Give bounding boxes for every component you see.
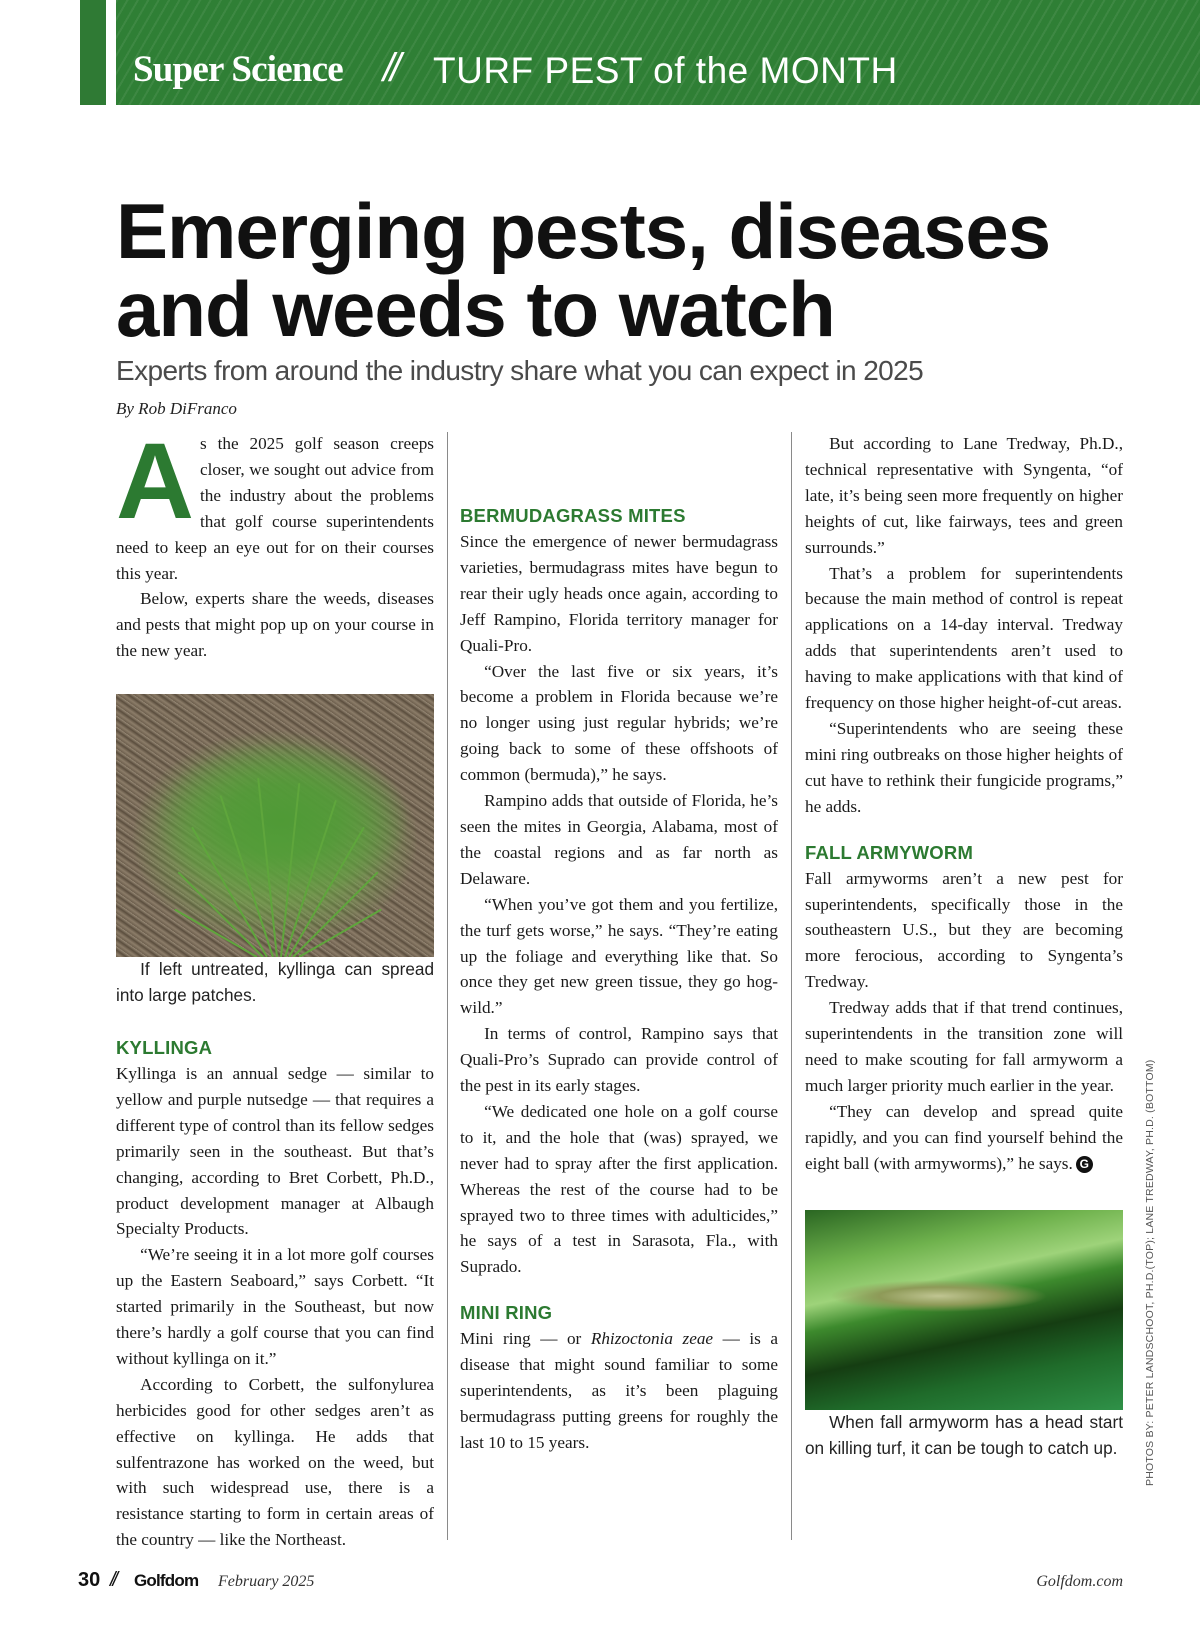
photo-caption: When fall armyworm has a head start on killing turf, it can be tough to catch up. (805, 1412, 1123, 1459)
article-headline: Emerging pests, diseases and weeds to watch (116, 187, 1051, 353)
article-column-3 (805, 431, 1123, 1462)
drop-cap: A (116, 420, 194, 541)
column-rule (791, 432, 792, 1540)
article-deck: Experts from around the industry share what you can expect in 2025 (116, 355, 924, 386)
body-paragraph: “Over the last five or six years, it’s become a problem in Florida because we’re no longer using just regular hybrids; we’re going back to some of these offshoots of common (bermuda),” he says. (460, 661, 778, 785)
page-number: 30 (78, 1569, 101, 1591)
website-link[interactable]: Golfdom.com (1036, 1573, 1123, 1590)
article-column-2 (460, 405, 778, 1456)
end-mark-icon: G (1076, 1156, 1093, 1173)
article-column-1 (116, 420, 434, 1553)
body-paragraph: That’s a problem for superintendents because the main method of control is repeat applications on a 14-day interval. Tredway adds that superintendents aren’t used to having to make applications with that kind of frequency on those higher height-of-cut areas. (805, 563, 1123, 713)
body-paragraph: Fall armyworms aren’t a new pest for superintendents, specifically those in the southeastern U.S., but they are becoming more ferocious, according to Syngenta’s Tredway. (805, 868, 1123, 992)
body-paragraph: In terms of control, Rampino says that Quali-Pro’s Suprado can provide control of the pest in its early stages. (460, 1024, 778, 1096)
intro-paragraph: As the 2025 golf season creeps closer, we sought out advice from the industry about the problems that golf course superintendents need to keep an eye out for on their courses this year. (116, 420, 434, 583)
kyllinga-photo (116, 694, 434, 957)
footer-separator: // (110, 1569, 116, 1591)
photo-credit: PHOTOS BY: PETER LANDSCHOOT, PH.D.(TOP); LANE TREDWAY, PH.D. (BOTTOM) (1144, 1059, 1156, 1486)
body-paragraph: “They can develop and spread quite rapidly, and you can find yourself behind the eight ball (with armyworms),” he says. G (805, 1101, 1123, 1173)
section-heading-bermudagrass-mites: BERMUDAGRASS MITES (460, 505, 686, 526)
photo-caption: If left untreated, kyllinga can spread into large patches. (116, 959, 434, 1006)
magazine-brand: Golfdom (134, 1571, 199, 1590)
body-paragraph: Kyllinga is an annual sedge — similar to yellow and purple nutsedge — that requires a different type of control than its fellow sedges primarily seen in the southeast. But that’s changing, according to Bret Corbett, Ph.D., product development manager at Albaugh Specialty Products. (116, 1063, 434, 1239)
body-paragraph: Mini ring — or Rhizoctonia zeae — is a disease that might sound familiar to some superintendents, as it’s been plaguing bermudagrass putting greens for roughly the last 10 to 15 years. (460, 1329, 779, 1452)
banner-accent-bar (80, 0, 106, 105)
body-paragraph: Since the emergence of newer bermudagrass varieties, bermudagrass mites have begun to rear their ugly heads once again, according to Jeff Rampino, Florida territory manager for Quali-Pro. (460, 532, 778, 655)
section-heading-mini-ring: MINI RING (460, 1302, 553, 1324)
fall-armyworm-photo (805, 1210, 1123, 1410)
body-paragraph: “Superintendents who are seeing these mini ring outbreaks on those higher heights of cut have to rethink their fungicide programs,” he adds. (805, 718, 1123, 816)
byline: By Rob DiFranco (116, 399, 237, 418)
body-paragraph: Tredway adds that if that trend continues, superintendents in the transition zone will need to make scouting for fall armyworm a much larger priority much earlier in the year. (805, 998, 1123, 1095)
department-title: TURF PEST of the MONTH (433, 50, 898, 91)
body-paragraph: “We dedicated one hole on a golf course to it, and the hole that (was) sprayed, we never had to spray after the first application. Whereas the rest of the course had to be sprayed two to three times with adulticides,” he says of a test in Sarasota, Fla., with Suprado. (460, 1101, 778, 1277)
body-paragraph: Rampino adds that outside of Florida, he’s seen the mites in Georgia, Alabama, most of the coastal regions and as far north as Delaware. (460, 791, 778, 888)
issue-date: February 2025 (218, 1573, 315, 1590)
section-name: Super Science (133, 49, 343, 90)
body-paragraph: According to Corbett, the sulfonylurea herbicides good for other sedges aren’t as effective on kyllinga. He adds that sulfentrazone has worked on the weed, but with such widespread use, there is a resistance starting to form in certain areas of the country — like the Northeast. (116, 1374, 434, 1550)
section-heading-fall-armyworm: FALL ARMYWORM (805, 841, 974, 863)
section-heading-kyllinga: KYLLINGA (116, 1036, 213, 1058)
body-paragraph: But according to Lane Tredway, Ph.D., technical representative with Syngenta, “of late, it’s being seen more frequently on higher heights of cut, like fairways, tees and green surrounds.” (805, 434, 1123, 557)
section-separator: // (383, 46, 398, 90)
body-paragraph: “When you’ve got them and you fertilize, the turf gets worse,” he says. “They’re eating up the foliage and everything like that. So once they get new green tissue, they go hog-wild.” (460, 894, 778, 1018)
intro-paragraph: Below, experts share the weeds, diseases and pests that might pop up on your course in the new year. (116, 589, 434, 661)
column-rule (447, 432, 448, 1540)
body-paragraph: “We’re seeing it in a lot more golf courses up the Eastern Seaboard,” says Corbett. “It started primarily in the Southeast, but now there’s hardly a golf course that you can find without kyllinga on it.” (116, 1245, 434, 1368)
